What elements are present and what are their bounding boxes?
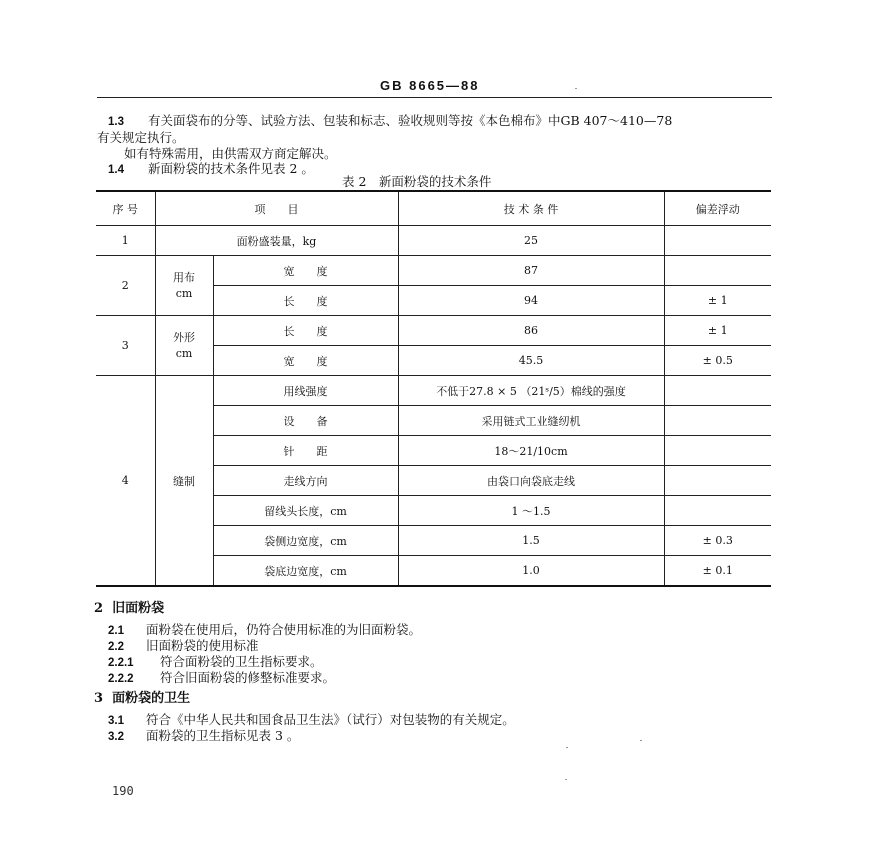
cell-tolerance: ± 1 [664,316,771,346]
clause-1-3 [108,111,672,129]
table-header-row [96,191,771,226]
clause-text: 符合旧面粉袋的修整标准要求。 [160,670,336,685]
cell-group: 用布 cm [155,256,213,316]
clause-text: 面粉袋在使用后，仍符合使用标准的为旧面粉袋。 [146,622,422,637]
spec-table [96,190,771,587]
clause-text: 有关面袋布的分等、试验方法、包装和标志、验收规则等按《本色棉布》中GB 407～410—78 [148,113,673,128]
standard-number: GB 8665—88 [380,78,480,93]
clause-number: 2.2.1 [108,657,134,669]
scan-speck [575,88,577,89]
cell-condition: 由袋口向袋底走线 [398,466,664,496]
cell-group: 外形 cm [155,316,213,376]
table-row [96,256,771,286]
cell-tolerance [664,496,771,526]
cell-condition: 45.5 [398,346,664,376]
cell-item: 面粉盛装量，kg [155,226,398,256]
cell-item: 宽 度 [213,256,398,286]
clause-3-2 [108,726,299,744]
cell-seq: 1 [96,226,155,256]
clause-number: 2.1 [108,625,124,637]
section-title: 面粉袋的卫生 [112,691,191,706]
cell-tolerance: ± 0.3 [664,526,771,556]
cell-item: 宽 度 [213,346,398,376]
clause-number: 2.2 [108,641,124,653]
header-seq: 序 号 [96,191,155,226]
cell-group: 缝制 [155,376,213,587]
cell-item: 用线强度 [213,376,398,406]
cell-tolerance: ± 0.5 [664,346,771,376]
scan-speck [640,740,642,741]
header-item: 项 目 [155,191,398,226]
cell-item: 针 距 [213,436,398,466]
page-number: 190 [112,784,134,798]
section-title: 旧面粉袋 [112,601,165,616]
cell-tolerance: ± 1 [664,286,771,316]
clause-number: 3.1 [108,715,124,727]
cell-item: 走线方向 [213,466,398,496]
cell-tolerance [664,466,771,496]
header-condition: 技 术 条 件 [398,191,664,226]
clause-text: 面粉袋的卫生指标见表 3 。 [146,728,300,743]
cell-condition: 1.5 [398,526,664,556]
cell-tolerance [664,376,771,406]
cell-tolerance [664,406,771,436]
header-tolerance: 偏差浮动 [664,191,771,226]
cell-item: 袋侧边宽度，cm [213,526,398,556]
clause-1-3-cont: 有关规定执行。 [97,130,185,145]
clause-number: 3.2 [108,731,124,743]
header-rule [97,97,772,98]
cell-condition: 采用链式工业缝纫机 [398,406,664,436]
cell-item: 留线头长度，cm [213,496,398,526]
table-row [96,376,771,406]
section-2-title [94,597,164,616]
table-row [96,226,771,256]
clause-text: 符合《中华人民共和国食品卫生法》（试行）对包装物的有关规定。 [146,712,515,727]
section-number: 2 [94,601,104,616]
clause-text: 新面粉袋的技术条件见表 2 。 [148,161,314,176]
cell-condition: 18～21/10cm [398,436,664,466]
clause-note: 如有特殊需用，由供需双方商定解决。 [124,146,337,161]
clause-text: 符合面粉袋的卫生指标要求。 [160,654,323,669]
cell-condition: 87 [398,256,664,286]
cell-condition: 不低于27.8 × 5 （21ˢ/5）棉线的强度 [398,376,664,406]
section-3-title [94,687,190,706]
cell-tolerance [664,436,771,466]
table-caption: 表 2 新面粉袋的技术条件 [342,174,492,189]
cell-item: 长 度 [213,286,398,316]
cell-item: 设 备 [213,406,398,436]
cell-tolerance [664,256,771,286]
clause-number: 1.3 [108,116,124,128]
table-row [96,316,771,346]
cell-item: 长 度 [213,316,398,346]
clause-text: 旧面粉袋的使用标准 [146,638,259,653]
scan-speck [566,747,568,748]
clause-number: 2.2.2 [108,673,134,685]
cell-condition: 25 [398,226,664,256]
cell-condition: 1 ～1.5 [398,496,664,526]
section-number: 3 [94,691,104,706]
clause-1-4 [108,159,314,177]
cell-seq: 4 [96,376,155,587]
cell-condition: 1.0 [398,556,664,587]
clause-number: 1.4 [108,164,124,176]
cell-seq: 3 [96,316,155,376]
cell-condition: 86 [398,316,664,346]
clause-2-2-2 [108,668,335,686]
cell-tolerance: ± 0.1 [664,556,771,587]
scan-speck [565,779,567,780]
cell-condition: 94 [398,286,664,316]
cell-item: 袋底边宽度，cm [213,556,398,587]
cell-seq: 2 [96,256,155,316]
cell-tolerance [664,226,771,256]
